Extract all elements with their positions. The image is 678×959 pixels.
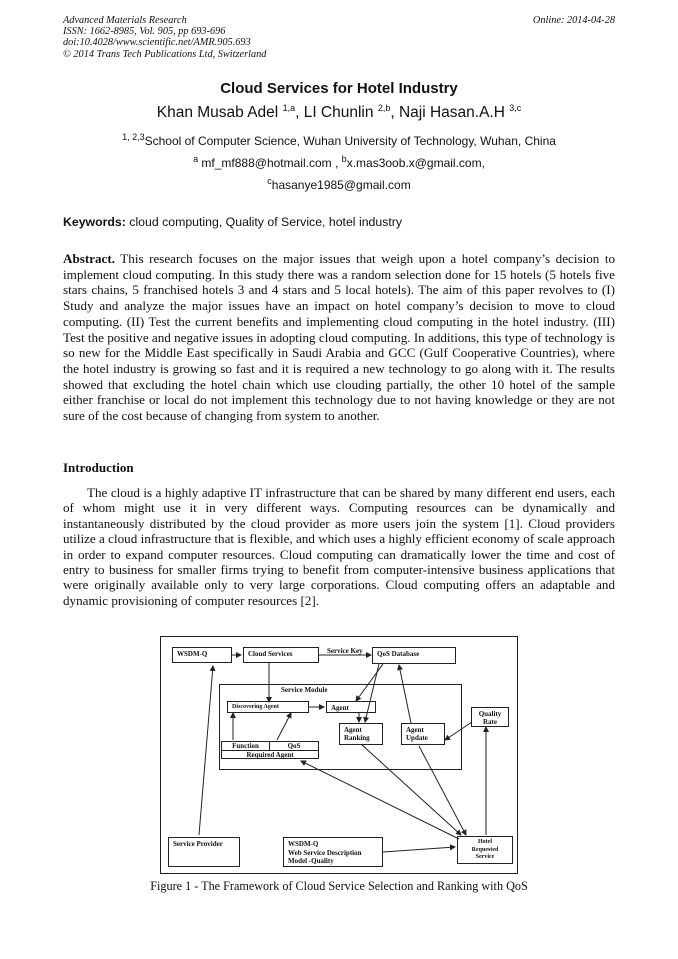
email-line-2 [0,176,678,192]
required-agent-box [221,741,319,759]
discovering-agent-box [227,701,309,713]
quality-rate-label-2: Rate [483,718,497,726]
author-list [0,103,678,122]
email-c[interactable]: hasanye1985@gmail.com [271,178,411,192]
journal-name: Advanced Materials Research [63,15,187,26]
hotel-label-1: Hotel [478,839,492,845]
doi: doi:10.4028/www.scientific.net/AMR.905.693 [63,37,251,49]
email-mark: b [341,154,347,164]
page-header [63,15,615,60]
cloud-services-label: Cloud Services [248,650,293,658]
email-b[interactable]: x.mas3oob.x@gmail.com, [346,156,485,170]
agent-ranking-label-1: Agent [344,726,362,734]
paper-title: Cloud Services for Hotel Industry [220,80,458,97]
function-label: Function [232,742,259,750]
cloud-services-box [243,647,319,663]
author-separator: , [390,104,399,122]
keywords-text: cloud computing, Quality of Service, hotel industry [129,215,403,229]
copyright: © 2014 Trans Tech Publications Ltd, Switzerland [63,48,267,60]
qos-cell [270,742,318,751]
agent-ranking-box [339,723,383,745]
agent-update-box [401,723,445,745]
author-affiliation-mark: 3,c [509,103,522,113]
wsdm-box-label-3: Model -Quality [288,857,334,865]
qos-database-label: QoS Database [377,650,420,658]
agent-box [326,701,376,713]
affiliation-mark: 1, 2,3 [122,132,145,142]
hotel-requested-service-box [457,836,513,864]
wsdm-q-box [172,647,232,663]
online-date: Online: 2014-04-28 [532,15,615,26]
author-name: LI Chunlin [303,104,374,122]
keywords [63,215,615,229]
service-provider-box [168,837,240,867]
affiliation [0,132,678,148]
email-a[interactable]: mf_mf888@hotmail.com [201,156,332,170]
wsdm-box-label-2: Web Service Description [288,848,362,857]
service-module-label: Service Module [281,686,328,694]
service-key-label: Service Key [327,647,363,655]
framework-figure [160,636,518,874]
service-provider-label: Service Provider [173,840,223,848]
author-affiliation-mark: 2,b [377,103,391,113]
required-agent-cell [222,751,318,759]
discovering-agent-label: Discovering Agent [232,704,279,710]
function-cell [222,742,270,751]
keywords-label: Keywords: [63,215,126,229]
qos-database-box [372,647,456,664]
abstract [63,251,615,424]
author-affiliation-mark: 1,a [282,103,296,113]
figure-caption: Figure 1 - The Framework of Cloud Service Selection and Ranking with QoS [150,879,528,893]
qos-label: QoS [287,742,301,750]
wsdm-box-label-1: WSDM-Q [288,840,319,848]
author-name: Naji Hasan.A.H [398,104,505,122]
quality-rate-box [471,707,509,727]
introduction-text: The cloud is a highly adaptive IT infrastructure that can be shared by many different end users, each of whom might use it in very different ways. Computing resources can be dynamically and instantaneously distributed by the cloud provider as more users join the system [1]. Cloud providers utilize a cloud infrastructure that is flexible, and which uses a highly efficient economy of scale approach in order to expand computer resources. Cloud computing can dramatically lower the time and cost of entry to business for smaller firms trying to benefit from computer-intensive business applications that were originally available only to very large corporations. Cloud computing offers an adaptable and dynamic provisioning of computer resources [2]. [63,485,615,608]
agent-update-label-2: Update [406,734,428,742]
author-separator: , [295,104,304,122]
email-line-1: $^a$ mf_mf888@hotmail.com , $^b$x.mas3oob.x@gmail.com, [193,154,485,170]
email-mark: c [267,176,272,186]
agent-label: Agent [331,704,349,712]
required-agent-label: Required Agent [246,751,294,759]
quality-rate-label-1: Quality [478,710,502,718]
agent-update-label-1: Agent [406,726,424,734]
author-name: Khan Musab Adel [156,104,279,122]
abstract-text: This research focuses on the major issues that weigh upon a hotel company’s decision to implement cloud computing. In this study there was a random selection done for 15 hotels (5 hotels five stars chains, 5 franchised hotels 3 and 4 stars and 5 local hotels). The aim of this paper revolves to (I) Study and analyze the major issues have an impact on hotel company’s decision to move to cloud computing. (II) Test the current benefits and implementing cloud computing in the hotel industry. (III) Test the positive and negative issues in adopting cloud computing. In additions, this type of technology is so new for the Middle East specifically in Saudi Arabia and GCC (Gulf Cooperative Countries), where the hotel industry is growing so fast and it is required a new technology to go along with it. The results showed that excluding the hotel chain which use clouding partially, the other 10 hotel of the sample either franchise or local do not implement this technology due to not having knowledge or they are not sure of the cost because of changing from system to another. [63,251,615,424]
agent-ranking-label-2: Ranking [344,734,370,742]
email-mark: a [193,154,199,164]
hotel-label-2: Requested [471,846,499,853]
section-heading-introduction: Introduction [63,460,134,475]
abstract-label: Abstract. [63,251,115,266]
hotel-label-3: Service [475,854,495,860]
wsdm-description-box [283,837,383,867]
issn: ISSN: 1662-8985, Vol. 905, pp 693-696 [63,26,226,38]
affiliation-text: School of Computer Science, Wuhan University of Technology, Wuhan, China [144,134,556,148]
wsdm-q-label: WSDM-Q [177,650,208,658]
